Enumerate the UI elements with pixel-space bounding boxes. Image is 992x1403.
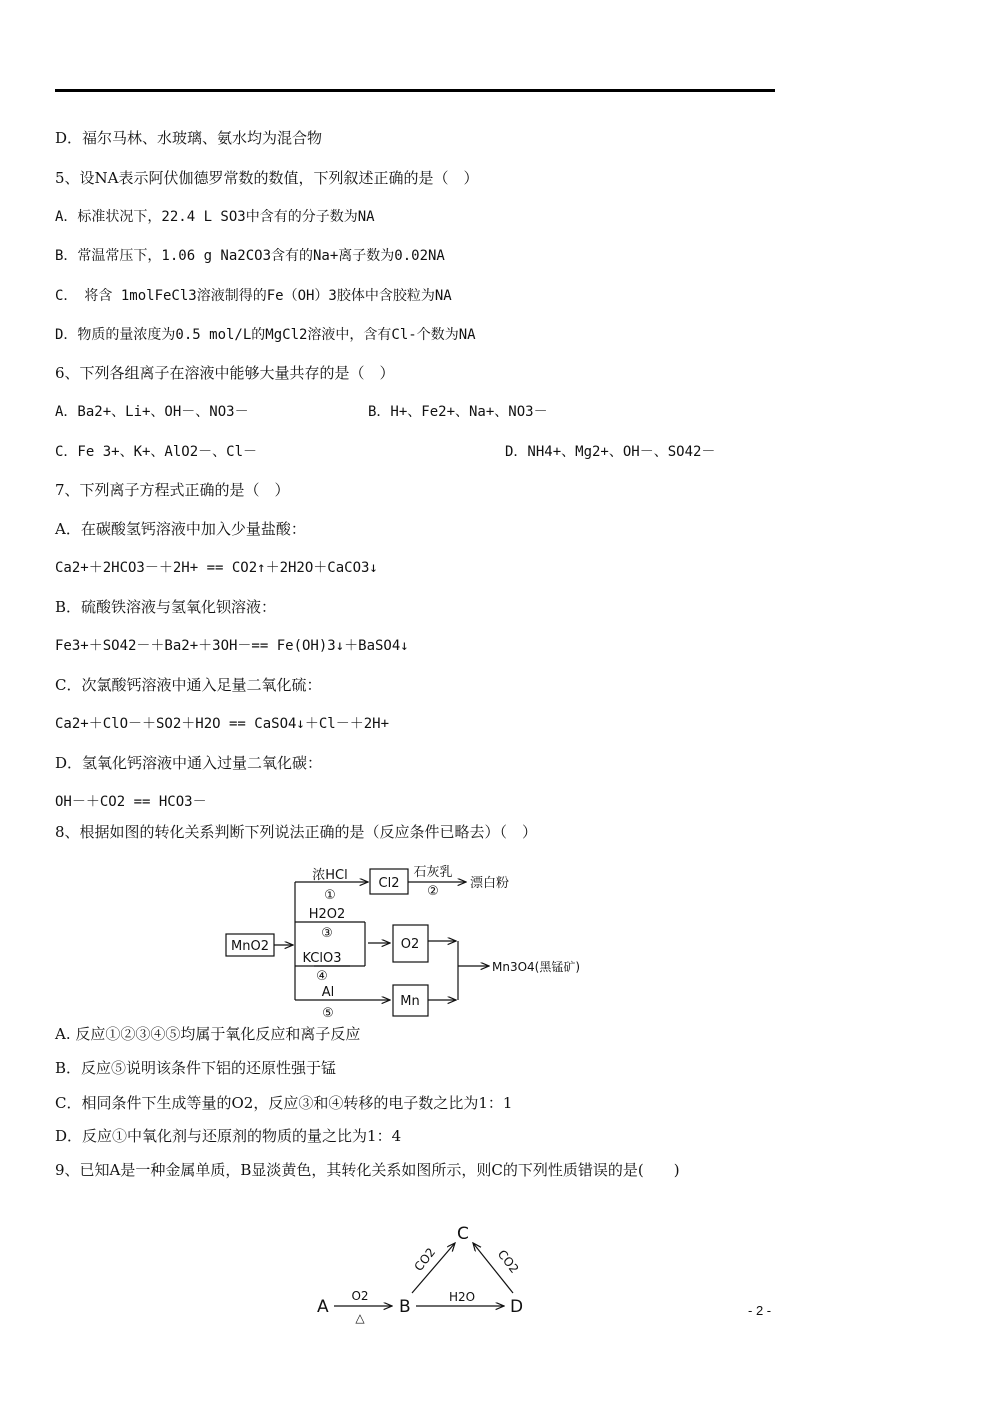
node-o2: O2	[400, 937, 420, 952]
q8-option-d: D．反应①中氧化剂与还原剂的物质的量之比为1：4	[55, 1127, 402, 1145]
label-5: ⑤	[322, 1006, 334, 1021]
q8-option-b: B．反应⑤说明该条件下铝的还原性强于锰	[55, 1059, 337, 1077]
q6-option-d: D．NH4+、Mg2+、OH－、SO42－	[505, 444, 716, 460]
node-a: A	[317, 1297, 329, 1317]
node-d: D	[510, 1297, 524, 1317]
reagent-3: H2O2	[308, 907, 346, 922]
q7-option-a: A．在碳酸氢钙溶液中加入少量盐酸：	[55, 520, 306, 538]
q7-option-a-equation: Ca2+＋2HCO3－＋2H+ == CO2↑＋2H2O＋CaCO3↓	[55, 560, 378, 576]
q9-stem: 9、已知A是一种金属单质，B显淡黄色，其转化关系如图所示，则C的下列性质错误的是( )	[55, 1161, 680, 1179]
q5-option-a: A．标准状况下，22.4 L SO3中含有的分子数为NA	[55, 209, 375, 225]
q7-option-c: C．次氯酸钙溶液中通入足量二氧化硫：	[55, 676, 322, 694]
label-4: ④	[316, 969, 328, 984]
reagent-1: 浓HCl	[312, 868, 348, 883]
q6-stem: 6、下列各组离子在溶液中能够大量共存的是（ ）	[55, 364, 395, 382]
q8-stem: 8、根据如图的转化关系判断下列说法正确的是（反应条件已略去）（ ）	[55, 823, 538, 841]
reagent-5: Al	[321, 985, 335, 1000]
q7-option-c-equation: Ca2+＋ClO－＋SO2＋H2O == CaSO4↓＋Cl－＋2H+	[55, 716, 390, 732]
q8-option-c: C．相同条件下生成等量的O2，反应③和④转移的电子数之比为1：1	[55, 1094, 513, 1112]
node-mno2: MnO2	[231, 939, 269, 954]
q6-option-c: C．Fe 3+、K+、AlO2－、Cl－	[55, 444, 258, 460]
page-number: - 2 -	[748, 1303, 772, 1318]
q7-option-d-equation: OH－＋CO2 == HCO3－	[55, 794, 207, 810]
label-bc: CO2	[411, 1245, 439, 1274]
reagent-2: 石灰乳	[413, 865, 453, 880]
label-bd: H2O	[448, 1290, 476, 1304]
node-b: B	[399, 1297, 411, 1317]
label-ab-bottom: △	[355, 1311, 365, 1325]
q4-option-d: D．福尔马林、水玻璃、氨水均为混合物	[55, 129, 323, 147]
q5-option-d: D．物质的量浓度为0.5 mol/L的MgCl2溶液中，含有Cl-个数为NA	[55, 327, 476, 343]
label-2: ②	[427, 884, 439, 899]
node-c: C	[457, 1224, 469, 1244]
q5-stem: 5、设NA表示阿伏伽德罗常数的数值，下列叙述正确的是（ ）	[55, 169, 479, 187]
q6-option-b: B．H+、Fe2+、Na+、NO3－	[368, 404, 548, 420]
header-rule	[55, 89, 775, 92]
q8-option-a: A. 反应①②③④⑤均属于氧化反应和离子反应	[55, 1025, 361, 1043]
q9-transformation-diagram	[310, 1215, 535, 1325]
label-dc: CO2	[494, 1247, 522, 1276]
q5-option-c: C． 将含 1molFeCl3溶液制得的Fe（OH）3胶体中含胶粒为NA	[55, 288, 452, 304]
q7-option-d: D．氢氧化钙溶液中通入过量二氧化碳：	[55, 754, 323, 772]
label-ab-top: O2	[351, 1289, 369, 1303]
q7-stem: 7、下列离子方程式正确的是（ ）	[55, 481, 290, 499]
label-3: ③	[321, 926, 333, 941]
q6-option-a: A．Ba2+、Li+、OH－、NO3－	[55, 404, 249, 420]
q5-option-b: B．常温常压下，1.06 g Na2CO3含有的Na+离子数为0.02NA	[55, 248, 445, 264]
reagent-4: KClO3	[302, 951, 342, 966]
node-mn3o4: Mn3O4(黑锰矿)	[492, 960, 581, 974]
label-1: ①	[324, 888, 336, 903]
node-mn: Mn	[400, 994, 420, 1009]
node-bleach: 漂白粉	[470, 876, 510, 891]
q7-option-b: B．硫酸铁溶液与氢氧化钡溶液：	[55, 598, 277, 616]
q8-reaction-diagram	[220, 858, 600, 1028]
node-cl2: Cl2	[378, 876, 400, 891]
q7-option-b-equation: Fe3+＋SO42－＋Ba2+＋3OH－== Fe(OH)3↓＋BaSO4↓	[55, 638, 409, 654]
